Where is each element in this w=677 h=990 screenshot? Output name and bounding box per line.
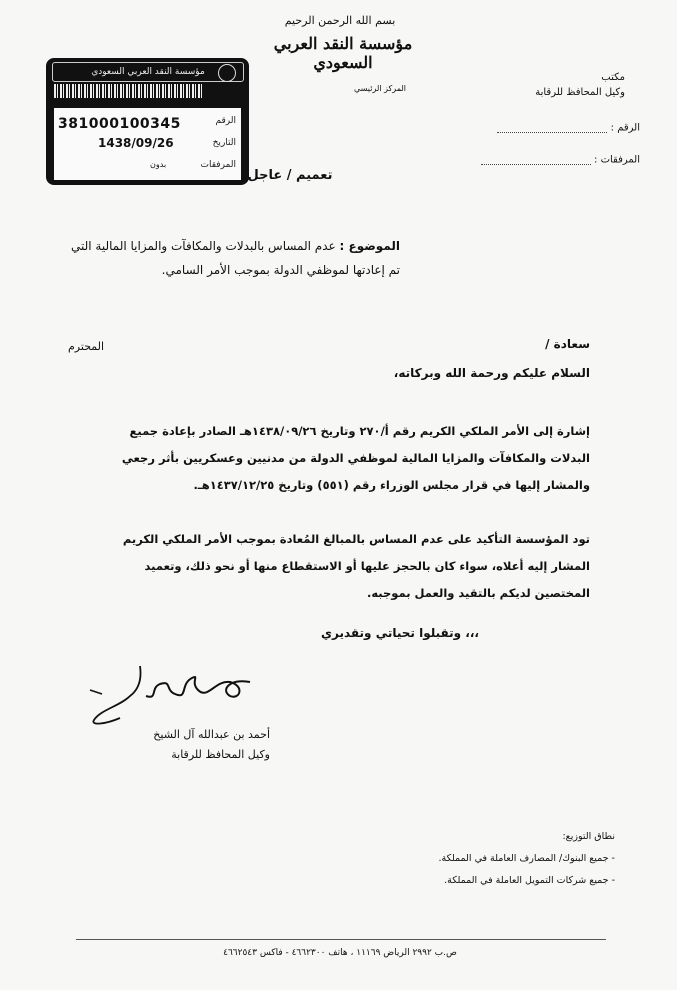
signer-title: وكيل المحافظ للرقابة xyxy=(171,748,270,761)
subject-label: الموضوع : xyxy=(339,239,400,253)
stamp-attachments-label: المرفقات xyxy=(200,160,236,170)
distribution-label: نطاق التوزيع: xyxy=(562,831,615,842)
organization-name: مؤسسة النقد العربي السعودي xyxy=(273,34,413,72)
circular-label: تعميم / عاجل xyxy=(247,168,333,183)
stamp-panel xyxy=(54,108,241,180)
respected-label: المحترم xyxy=(68,340,105,353)
subject-block xyxy=(70,234,400,282)
seal-icon xyxy=(218,64,236,82)
registration-stamp xyxy=(46,58,249,185)
reference-label: الرقم : xyxy=(610,122,640,134)
stamp-date: 1438/09/26 xyxy=(98,136,174,150)
reference-dotted-line xyxy=(497,122,607,133)
reference-field xyxy=(430,122,640,134)
distribution-item: - جميع شركات التمويل العاملة في المملكة. xyxy=(444,875,615,886)
body-paragraph-1: إشارة إلى الأمر الملكي الكريم رقم أ/٢٧٠ وتاريخ ١٤٣٨/٠٩/٢٦هـ الصادر بإعادة جميع البدلات والمكافآت والمزايا المالية لموظفي الدولة من مدنيين وعسكريين بأثر رجعي والمشار إليها في قرار مجلس الوزراء رقم (٥٥١) وتاريخ ١٤٣٧/١٢/٢٥هـ. xyxy=(121,424,590,492)
greeting: السلام عليكم ورحمة الله وبركاته، xyxy=(393,366,590,380)
stamp-date-label: التاريخ xyxy=(212,138,236,148)
attachments-label: المرفقات : xyxy=(594,154,640,166)
office-line-1: مكتب xyxy=(601,72,625,83)
distribution-block xyxy=(350,826,615,892)
distribution-item: - جميع البنوك/ المصارف العاملة في المملكة. xyxy=(438,853,615,864)
office-block xyxy=(455,70,625,100)
handwritten-signature xyxy=(80,660,260,730)
barcode-icon xyxy=(54,84,204,98)
subject-line-2: تم إعادتها لموظفي الدولة بموجب الأمر السامي. xyxy=(161,263,400,277)
closing-line: وتقبلوا تحياتي وتقديري ،،، xyxy=(321,626,479,640)
headquarters-label: المركز الرئيسي xyxy=(354,84,406,93)
body-paragraph-2: تود المؤسسة التأكيد على عدم المساس بالمبالغ المُعادة بموجب الأمر الملكي الكريم المشار إليه أعلاه، سواء كان بالحجز عليها أو الاستقطاع منها أو نحو ذلك، وتعميد المختصين لديكم بالتقيد والعمل بموجبه. xyxy=(122,532,590,600)
signer-name: أحمد بن عبدالله آل الشيخ xyxy=(153,728,270,741)
stamp-attachments-value: بدون xyxy=(150,160,167,169)
attachments-dotted-line xyxy=(481,154,591,165)
attachments-field xyxy=(410,154,640,166)
subject-line-1: عدم المساس بالبدلات والمكافآت والمزايا المالية التي xyxy=(70,239,336,253)
basmala: بسم الله الرحمن الرحيم xyxy=(284,14,396,27)
office-line-2: وكيل المحافظ للرقابة xyxy=(535,87,625,98)
stamp-number: 381000100345 xyxy=(58,116,181,132)
signer-block xyxy=(120,725,270,765)
footer-contact: ص.ب ٢٩٩٢ الرياض ١١١٦٩ ، هاتف ٤٦٦٢٣٠٠ - فاكس ٤٦٦٢٥٤٣ xyxy=(223,948,457,958)
stamp-org-name: مؤسسة النقد العربي السعودي xyxy=(52,62,244,82)
footer-divider xyxy=(76,939,606,940)
stamp-number-label: الرقم xyxy=(215,116,236,126)
salutation: سعادة / xyxy=(545,337,590,351)
